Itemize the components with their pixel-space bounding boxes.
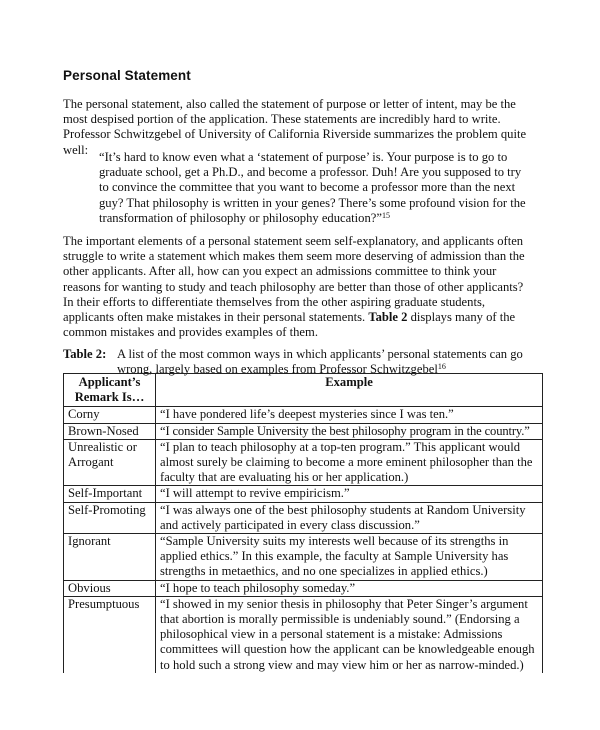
table-row [64, 439, 543, 486]
remark-cell: Ignorant [64, 534, 156, 581]
footnote-marker: 16 [437, 362, 446, 372]
remark-cell: Self-Promoting [64, 502, 156, 533]
body-paragraph [63, 234, 533, 340]
quote-text: “It’s hard to know even what a ‘statement of purpose’ is. Your purpose is to go to graduate school, get a Ph.D., and become a professor. Duh! Are you supposed to try to convince the committee that you want to become a professor more than the next guy? That philosophy is written in your genes? There’s some profound vision for the transformation of philosophy or philosophy education?” [99, 150, 526, 225]
example-cell: “I was always one of the best philosophy students at Random University and actively participated in every class discussion.” [156, 502, 543, 533]
body-paragraph-tail: displays many of the common mistakes and provides examples of them. [63, 310, 516, 340]
example-cell: “Sample University suits my interests well because of its strengths in applied ethics.” In this example, the faculty at Sample University has strengths in metaethics, and no one specializes in applied ethics.) [156, 534, 543, 581]
intro-paragraph: The personal statement, also called the statement of purpose or letter of intent, may be the most despised portion of the application. These statements are incredibly hard to write. Professor Schwitzgebel of University of California Riverside summarizes the problem quite well: [63, 97, 527, 157]
example-cell: “I showed in my senior thesis in philosophy that Peter Singer’s argument that abortion is morally permissible is undeniably sound.” (Endorsing a philosophical view in a personal statement is a mistake: Admissions committees will question how the applicant can be knowledgeable enough to hold such a strong view and may view him or her as narrow-minded.) [156, 596, 543, 673]
table-row [64, 596, 543, 673]
table-caption-label: Table 2: [63, 347, 107, 361]
example-cell: “I will attempt to revive empiricism.” [156, 486, 543, 502]
table-reference: Table 2 [368, 310, 408, 325]
table-row [64, 502, 543, 533]
section-heading: Personal Statement [63, 68, 191, 83]
table-row [64, 580, 543, 596]
remark-cell: Obvious [64, 580, 156, 596]
column-header-remark: Applicant’s Remark Is… [64, 374, 156, 407]
example-cell: “I consider Sample University the best philosophy program in the country.” [156, 423, 543, 439]
table-row [64, 407, 543, 423]
remark-cell: Brown-Nosed [64, 423, 156, 439]
mistakes-table [63, 373, 543, 673]
column-header-example: Example [156, 374, 543, 407]
example-cell: “I hope to teach philosophy someday.” [156, 580, 543, 596]
remark-cell: Self-Important [64, 486, 156, 502]
block-quote [99, 150, 529, 226]
remark-cell: Unrealistic or Arrogant [64, 439, 156, 486]
table-row [64, 534, 543, 581]
footnote-marker: 15 [381, 210, 390, 220]
table-row [64, 486, 543, 502]
table-header-row [64, 374, 543, 407]
remark-cell: Corny [64, 407, 156, 423]
table-row [64, 423, 543, 439]
example-cell: “I have pondered life’s deepest mysteries since I was ten.” [156, 407, 543, 423]
body-paragraph-text: The important elements of a personal statement seem self-explanatory, and applicants often struggle to write a statement which makes them seem more deserving of admission than the other applicants. After all, how can you expect an admissions committee to think your reasons for wanting to study and teach philosophy are better than those of other applicants? In their efforts to differentiate themselves from the other aspiring graduate students, applicants often make mistakes in their personal statements. [63, 234, 525, 325]
table-caption-body: A list of the most common ways in which applicants’ personal statements can go wrong, largely based on examples from Professor Schwitzgebel [117, 347, 523, 377]
remark-cell: Presumptuous [64, 596, 156, 673]
example-cell: “I plan to teach philosophy at a top-ten program.” This applicant would almost surely be claiming to become a more eminent philosopher than the faculty that are evaluating his or her application.) [156, 439, 543, 486]
